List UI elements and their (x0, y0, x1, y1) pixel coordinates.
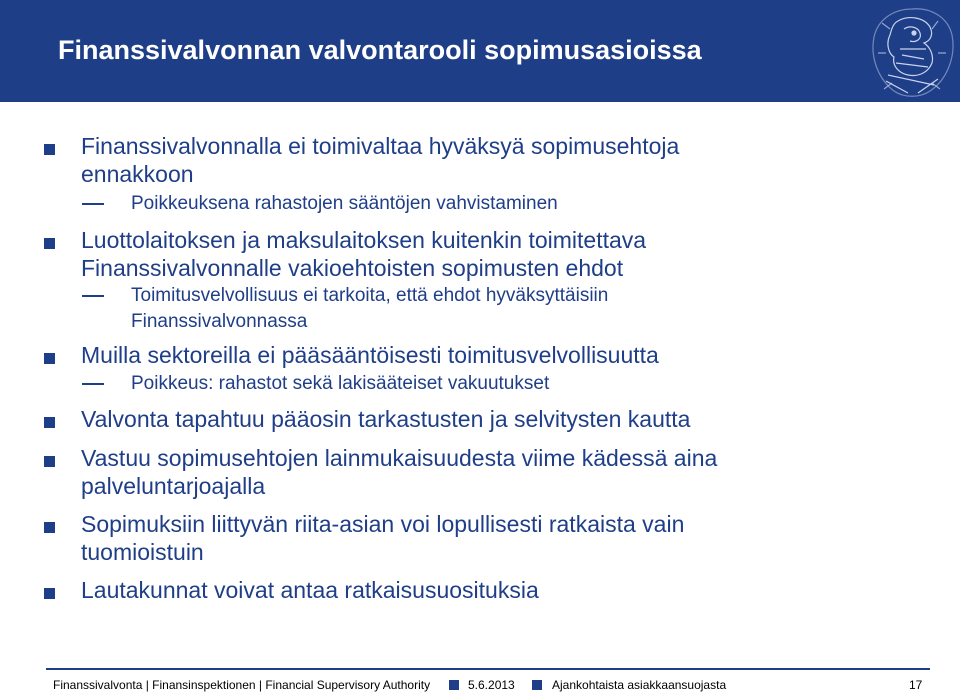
bullet-line: Poikkeuksena rahastojen sääntöjen vahvistaminen (131, 193, 558, 214)
bullet-line: Muilla sektoreilla ei pääsääntöisesti toimitusvelvollisuutta (81, 342, 659, 368)
square-bullet-icon (44, 588, 55, 599)
square-bullet-icon (44, 238, 55, 249)
bullet-line: Finanssivalvonnalle vakioehtoisten sopimusten ehdot (81, 255, 624, 281)
bullet-line: Toimitusvelvollisuus ei tarkoita, että ehdot hyväksyttäisiin (131, 285, 609, 306)
footer-organization: Finanssivalvonta | Finansinspektionen | Financial Supervisory Authority (53, 678, 431, 692)
bullet-line: tuomioistuin (81, 539, 204, 565)
page-number: 17 (909, 678, 923, 692)
bullet-line: Finanssivalvonnalla ei toimivaltaa hyväksyä sopimusehtoja (81, 133, 680, 159)
dash-icon (82, 295, 104, 297)
bullet-line: Luottolaitoksen ja maksulaitoksen kuitenkin toimitettava (81, 227, 647, 253)
bullet-line: Lautakunnat voivat antaa ratkaisusuosituksia (81, 577, 539, 603)
footer-divider (46, 668, 930, 670)
square-bullet-icon (44, 456, 55, 467)
slide-title: Finanssivalvonnan valvontarooli sopimusasioissa (58, 35, 702, 65)
square-bullet-icon (44, 353, 55, 364)
dash-icon (82, 383, 104, 385)
square-bullet-icon (449, 680, 459, 690)
square-bullet-icon (44, 522, 55, 533)
slide-footer (53, 677, 933, 695)
dash-icon (82, 203, 104, 205)
square-bullet-icon (532, 680, 542, 690)
square-bullet-icon (44, 417, 55, 428)
footer-topic: Ajankohtaista asiakkaansuojasta (552, 678, 727, 692)
bullet-line: palveluntarjoajalla (81, 473, 266, 499)
bullet-line: ennakkoon (81, 161, 194, 187)
footer-date: 5.6.2013 (468, 678, 515, 692)
bullet-line: Sopimuksiin liittyvän riita-asian voi lopullisesti ratkaista vain (81, 511, 685, 537)
bullet-line: Valvonta tapahtuu pääosin tarkastusten ja selvitysten kautta (81, 406, 691, 432)
bullet-line: Vastuu sopimusehtojen lainmukaisuudesta viime kädessä aina (81, 445, 718, 471)
bullet-line: Poikkeus: rahastot sekä lakisääteiset vakuutukset (131, 373, 550, 394)
bullet-line: Finanssivalvonnassa (131, 311, 308, 332)
square-bullet-icon (44, 144, 55, 155)
